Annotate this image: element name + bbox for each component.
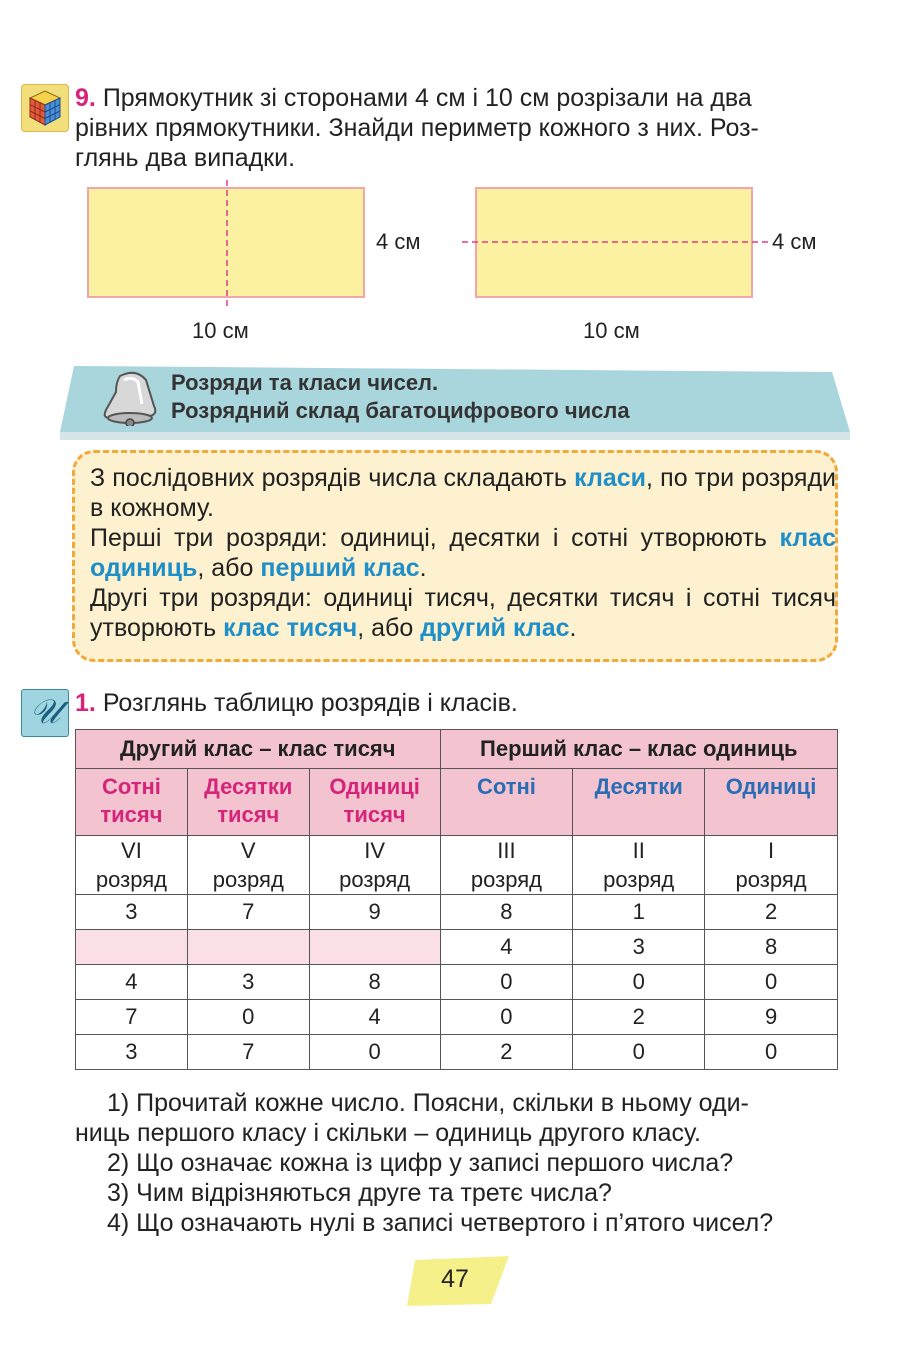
theory-text: [90, 463, 836, 643]
table-class-header-row: [76, 730, 838, 769]
theory-p2-text: Перші три розряди: одиниці, десятки і сотні утворюють: [90, 524, 780, 552]
col-header-hundreds-thousands: Сотні тисяч: [76, 769, 188, 836]
table-cell: 0: [309, 1035, 440, 1070]
table-cell: 9: [309, 895, 440, 930]
questions-list: [75, 1088, 845, 1238]
page-number: 47: [441, 1265, 469, 1293]
table-cell: 0: [573, 1035, 705, 1070]
task9-line1: Прямокутник зі сторонами 4 см і 10 см розрізали на два: [102, 84, 752, 112]
task1-number: 1.: [75, 689, 96, 717]
table-cell: 8: [705, 930, 838, 965]
theory-p3-text: Другі три розряди: одиниці тисяч, десятки тисяч і сотні тисяч утворюють: [90, 584, 836, 642]
table-cell: 0: [705, 1035, 838, 1070]
right-bottom-label: 10 см: [583, 318, 640, 343]
col-header-tens: Десятки: [573, 769, 705, 836]
table-cell: 7: [187, 895, 309, 930]
task9-number: 9.: [75, 84, 96, 112]
task9-text: [75, 83, 845, 173]
class2-header: Другий клас – клас тисяч: [76, 730, 441, 769]
col-header-hundreds: Сотні: [440, 769, 573, 836]
col-header-tens-thousands: Десятки тисяч: [187, 769, 309, 836]
table-cell-empty: [187, 930, 309, 965]
term-classes: класи: [574, 464, 647, 492]
theory-p3-text-end: .: [569, 614, 577, 642]
left-side-label: 4 см: [376, 229, 421, 254]
task9-line2: рівних прямокутники. Знайди периметр кожного з них. Роз-: [75, 114, 759, 142]
oral-task-icon: 𝒰: [21, 689, 69, 737]
term-units-class: клас одиниць: [90, 524, 836, 582]
term-thousands-class: клас тисяч: [223, 614, 358, 642]
table-cell: 3: [187, 965, 309, 1000]
question-4: 4) Що означають нулі в записі четвертого і п’ятого чисел?: [107, 1209, 774, 1237]
table-row: [76, 965, 838, 1000]
table-cell: 1: [573, 895, 705, 930]
vertical-cut-line: [220, 180, 234, 310]
topic-title: [171, 369, 630, 425]
rank-cell: III розряд: [440, 836, 573, 895]
table-cell: 0: [705, 965, 838, 1000]
horizontal-cut-line: [462, 236, 772, 248]
rank-cell: IV розряд: [309, 836, 440, 895]
table-row: [76, 1000, 838, 1035]
col-header-units: Одиниці: [705, 769, 838, 836]
rank-cell: VI розряд: [76, 836, 188, 895]
task9-line3: глянь два випадки.: [75, 144, 296, 172]
table-cell: 3: [76, 895, 188, 930]
table-row: [76, 930, 838, 965]
left-bottom-label: 10 см: [192, 318, 249, 343]
place-value-table: [75, 729, 838, 1070]
table-cell: 8: [440, 895, 573, 930]
table-cell: 9: [705, 1000, 838, 1035]
theory-p3-text-mid: , або: [357, 614, 421, 642]
col-header-units-thousands: Одиниці тисяч: [309, 769, 440, 836]
task1-text: Розглянь таблицю розрядів і класів.: [102, 689, 518, 717]
right-side-label: 4 см: [772, 229, 817, 254]
theory-p2-text-end: .: [419, 554, 427, 582]
table-cell: 8: [309, 965, 440, 1000]
rank-cell: I розряд: [705, 836, 838, 895]
table-column-header-row: [76, 769, 838, 836]
table-cell: 7: [187, 1035, 309, 1070]
table-cell: 7: [76, 1000, 188, 1035]
theory-paragraph-1: [90, 463, 836, 523]
table-cell-empty: [76, 930, 188, 965]
table-cell: 0: [573, 965, 705, 1000]
question-1-line1: 1) Прочитай кожне число. Поясни, скільки в ньому оди-: [107, 1089, 749, 1117]
table-cell: 3: [76, 1035, 188, 1070]
theory-p1-text: З послідовних розрядів числа складають: [90, 464, 575, 492]
table-cell: 4: [76, 965, 188, 1000]
rank-cell: II розряд: [573, 836, 705, 895]
question-1-line2: ниць першого класу і скільки – одиниць другого класу.: [75, 1119, 701, 1147]
term-first-class: перший клас: [260, 554, 420, 582]
question-2: 2) Що означає кожна із цифр у записі першого числа?: [107, 1149, 734, 1177]
theory-paragraph-2: [90, 523, 836, 583]
table-cell-empty: [309, 930, 440, 965]
theory-paragraph-3: [90, 583, 836, 643]
topic-line1: Розряди та класи чисел.: [171, 370, 439, 395]
table-cell: 0: [187, 1000, 309, 1035]
table-row: [76, 895, 838, 930]
class1-header: Перший клас – клас одиниць: [440, 730, 837, 769]
task1-heading: [75, 688, 518, 718]
rank-cell: V розряд: [187, 836, 309, 895]
table-cell: 3: [573, 930, 705, 965]
term-second-class: другий клас: [420, 614, 570, 642]
table-cell: 4: [440, 930, 573, 965]
theory-p1-text-end: , по три розряди в кожному.: [90, 464, 837, 522]
topic-line2: Розрядний склад багатоцифрового числа: [171, 398, 630, 423]
table-cell: 0: [440, 1000, 573, 1035]
table-cell: 2: [573, 1000, 705, 1035]
table-cell: 2: [705, 895, 838, 930]
rubik-cube-icon: [21, 84, 69, 132]
table-cell: 4: [309, 1000, 440, 1035]
question-3: 3) Чим відрізняються друге та третє числа?: [107, 1179, 612, 1207]
theory-p2-text-mid: , або: [197, 554, 261, 582]
table-rank-row: [76, 836, 838, 895]
bell-icon: [100, 368, 164, 426]
table-cell: 2: [440, 1035, 573, 1070]
table-row: [76, 1035, 838, 1070]
table-cell: 0: [440, 965, 573, 1000]
